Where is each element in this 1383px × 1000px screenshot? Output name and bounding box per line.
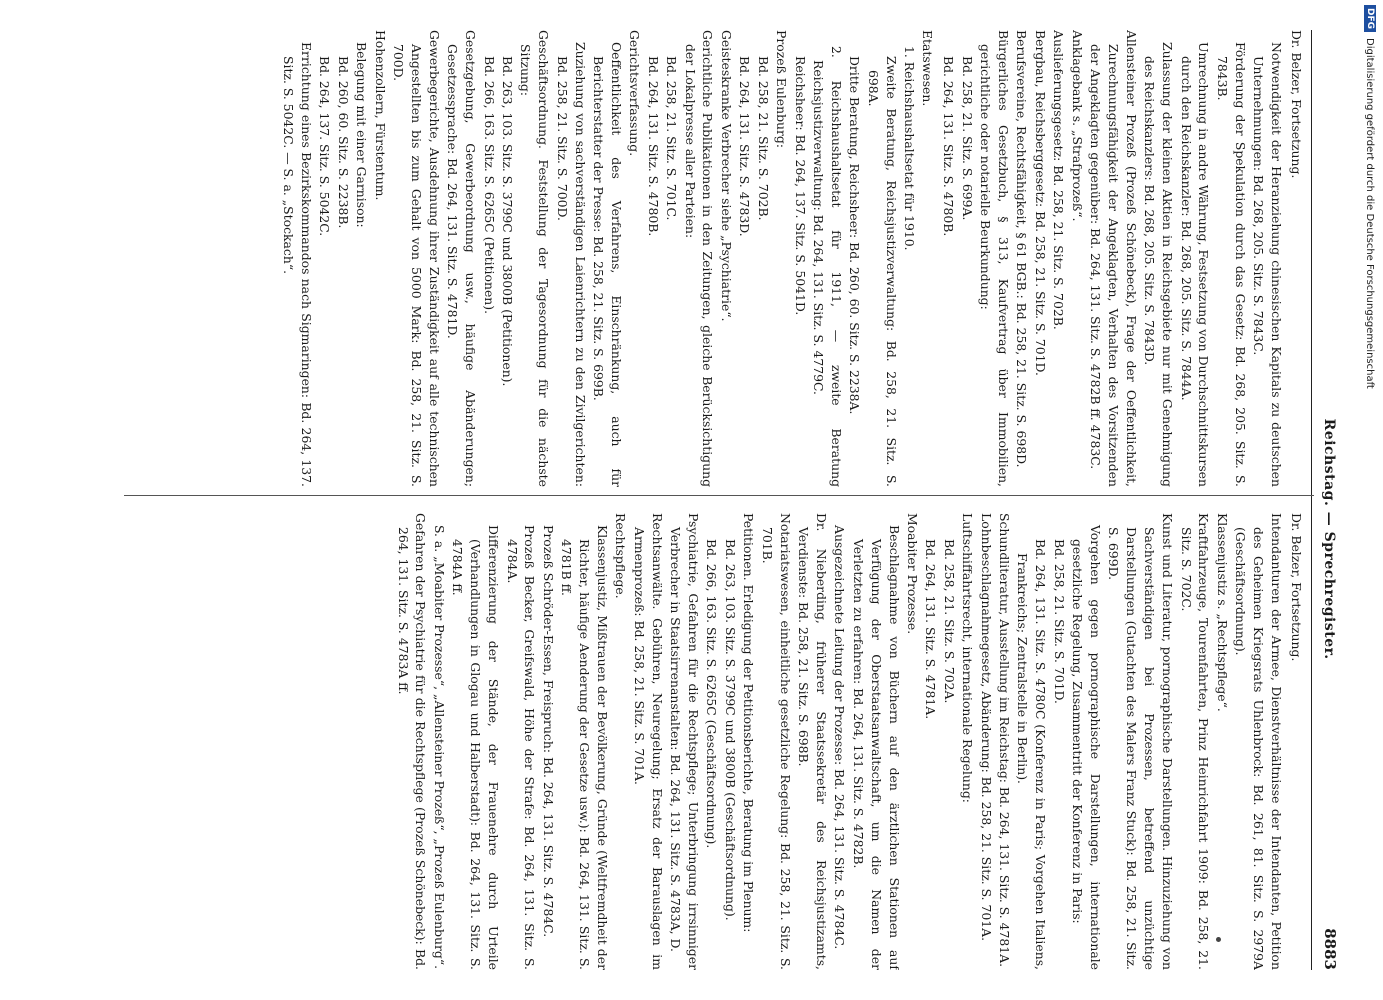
column-divider (124, 495, 1314, 496)
register-entry: Notwendigkeit der Heranziehung chinesischen Kapitals zu deutschen Unternehmungen: Bd. 268, 205. Sitz. S. 7843C. (1251, 42, 1285, 487)
register-entry: Hohenzollern, Fürstentum. (372, 30, 388, 201)
register-entry: Bd. 263, 103. Sitz. S. 3799C und 3800B (Geschäftsordnung). (722, 539, 738, 921)
register-entry: Rechtspflege. (613, 513, 629, 599)
register-entry: Bd. 266, 163. Sitz. S. 6265C (Geschäftsordnung). (704, 539, 720, 849)
running-title: Reichstag. — Sprechregister. (1321, 418, 1337, 660)
register-entry: Zweite Beratung, Reichsjustizverwaltung: Bd. 258, 21. Sitz. S. 698A. (865, 56, 899, 487)
register-entry: Errichtung eines Bezirkskommandos nach Sigmaringen: Bd. 264, 137. Sitz. S. 5042C. — S. a. „Stockach“. (281, 42, 315, 487)
register-entry: Notariatswesen, einheitliche gesetzliche Regelung: Bd. 258, 21. Sitz. S. 701B. (759, 513, 793, 970)
register-entry: Bd. 258, 21. Sitz. S. 702A. (941, 539, 957, 704)
register-entry: 2. Reichshaushaltsetat für 1911, — zweite Beratung Reichsjustizverwaltung: Bd. 264, 131. Sitz. S. 4779C. (810, 46, 844, 487)
register-entry: Gerichtliche Publikationen in den Zeitungen, gleiche Berücksichtigung der Lokalpresse aller Parteien: (682, 30, 716, 487)
register-entry: Bd. 264, 137. Sitz. S. 5042C. (317, 56, 333, 237)
register-entry: Luftschiffahrtsrecht, internationale Regelung: (960, 513, 976, 803)
register-entry: 1. Reichshaushaltsetat für 1910. (901, 46, 917, 251)
register-entry: Umrechnung in andre Währung, Festsetzung von Durchschnittskursen durch den Reichskanzler: Bd. 268, 205. Sitz. S. 7844A. (1178, 42, 1212, 487)
register-entry: Bergbau, Reichsberggesetz: Bd. 258, 21. Sitz. S. 701D. (1032, 30, 1048, 376)
register-entry: Bd. 264, 131. Sitz. S. 4780B. (941, 56, 957, 237)
columns (95, 30, 1305, 970)
register-entry: Geisteskranke Verbrecher siehe „Psychiatrie“. (718, 30, 734, 322)
register-entry: Vorgehen gegen pornographische Darstellungen, internationale gesetzliche Regelung, Zusammentritt der Konferenz in Paris: (1070, 525, 1104, 970)
register-entry: Klassenjustiz, Mißtrauen der Bevölkerung, Gründe (Weltfremdheit der Richter, häufige Aenderung der Gesetze usw.): Bd. 264, 131. Sitz. S. 4781B ff. (559, 525, 611, 970)
register-entry: Petitionen. Erledigung der Petitionsberichte, Beratung im Plenum: (741, 513, 757, 933)
register-entry: Beschlagnahme von Büchern auf den ärztlichen Stationen auf Verfügung der Oberstaatsanwaltschaft, um die Namen der Verletzten zu erfahren: Bd. 264, 131. Sitz. S. 4782B. (850, 525, 902, 970)
register-entry: Bd. 264, 131. Sitz. S. 4780C (Konferenz in Paris; Vorgehen Italiens, Frankreichs; Zentralstelle in Berlin). (1015, 539, 1049, 970)
register-entry: Bd. 264, 131. Sitz. S. 4783D. (737, 56, 753, 237)
register-entry: Psychiatrie, Gefahren für die Rechtspflege; Unterbringung irrsinniger Verbrecher in Staatsirrenanstalten: Bd. 264, 131. Sitz. S. 4783A, D. (668, 513, 702, 970)
page-number: 8883 (1321, 928, 1339, 970)
right-column (95, 513, 1305, 970)
register-entry: Bd. 258, 21. Sitz. S. 702B. (755, 56, 771, 221)
register-entry: Bd. 264, 131. Sitz. S. 4781A. (923, 539, 939, 720)
register-entry: Bd. 258, 21. Sitz. S. 701C. (664, 56, 680, 221)
register-entry: Moabiter Prozesse. (904, 513, 920, 635)
register-entry: Prozeß Eulenburg: (774, 30, 790, 149)
dfg-logo: DFG (1364, 5, 1376, 32)
register-entry: S. a. „Moabiter Prozesse“, „Allensteiner Prozeß“, „Prozeß Eulenburg“. (431, 525, 447, 970)
left-column (95, 30, 1305, 487)
register-entry: Rechtsanwälte. Gebühren, Neuregelung; Ersatz der Barauslagen im Armenprozeß: Bd. 258, 21. Sitz. S. 701A. (631, 513, 665, 970)
register-entry: Bd. 258, 21. Sitz. S. 701D. (1051, 539, 1067, 704)
register-entry: Reichsheer: Bd. 264, 137. Sitz. S. 5041D. (792, 56, 808, 316)
register-entry: Klassenjustiz s. „Rechtspflege“. (1214, 513, 1230, 712)
column-heading: Dr. Belzer, Fortsetzung. (1289, 30, 1304, 179)
register-entry: Intendanturen der Armee, Dienstverhältnisse der Intendanten, Petition des Geheimen Kriegsrats Uhlenbrock: Bd. 261, 81. Sitz. S. 2979A (Geschäftsordnung). (1233, 513, 1285, 970)
register-entry: Gerichtsverfassung. (627, 30, 643, 157)
register-entry: Förderung der Spekulation durch das Gesetz: Bd. 268, 205. Sitz. S. 7843B. (1214, 42, 1248, 487)
register-entry: Gefahren der Psychiatrie für die Rechtspflege (Prozeß Schönebeck): Bd. 264, 131. Sitz. S. 4783A ff. (395, 513, 429, 970)
register-entry: Prozeß Schröder-Essen, Freispruch: Bd. 264, 131. Sitz. S. 4784C. (540, 525, 556, 938)
register-entry: Gewerbegerichte, Ausdehnung ihrer Zuständigkeit auf alle technischen Angestellten bis zum Gehalt von 5000 Mark: Bd. 258, 21. Sitz. S. 700D. (391, 30, 442, 487)
register-entry: Zulassung der kleinen Aktien in Reichsgebiete nur mit Genehmigung des Reichskanzlers: Bd. 268, 205. Sitz. S. 7843D. (1142, 42, 1176, 487)
register-entry: Lohnbeschlagnahmegesetz, Abänderung: Bd. 258, 21. Sitz. S. 701A. (978, 513, 994, 942)
register-entry: Oeffentlichkeit des Verfahrens, Einschränkung, auch für Berichterstatter der Presse: Bd. 258, 21. Sitz. S. 699B. (591, 42, 624, 487)
register-entry: Bd. 263, 103. Sitz. S. 3799C und 3800B (Petitionen). (500, 56, 516, 387)
page-header (1311, 30, 1338, 970)
scan-dot (1216, 937, 1221, 942)
register-entry: Bürgerliches Gesetzbuch, § 313, Kaufvertrag über Immobilien, gerichtliche oder notarielle Beurkundung: (978, 30, 1011, 487)
register-entry: Kunst und Literatur, pornographische Darstellungen. Hinzuziehung von Sachverständigen bei Prozessen, betreffend unzüchtige Darstellungen (Gutachten des Malers Franz Stuck): Bd. 258, 21. Sitz. S. 699D. (1106, 513, 1176, 970)
register-entry: Gesetzgebung, Gewerbeordnung usw., häufige Abänderungen; Gesetzessprache: Bd. 264, 131. Sitz. S. 4781D. (445, 30, 479, 487)
register-entry: Allensteiner Prozeß (Prozeß Schönebeck), Frage der Oeffentlichkeit, Zurechnungsfähigkeit der Angeklagten, Verhalten des Vorsitzenden der Angeklagten gegenüber: Bd. 264, 131. Sitz. S. 4782B ff. 4783C. (1088, 30, 1139, 487)
register-entry: Schundliteratur, Ausstellung im Reichstag: Bd. 264, 131. Sitz. S. 4781A. (997, 513, 1012, 968)
dfg-stamp (1364, 5, 1376, 389)
register-entry: Bd. 266, 163. Sitz. S. 6265C (Petitionen). (481, 56, 497, 315)
register-entry: Etatswesen. (920, 30, 936, 107)
register-entry: Geschäftsordnung. Feststellung der Tagesordnung für die nächste Sitzung: (518, 30, 552, 487)
register-entry: Dritte Beratung, Reichsheer: Bd. 260, 60. Sitz. S. 2238A. (847, 56, 863, 415)
register-entry: Auslieferungsgesetz: Bd. 258, 21. Sitz. S. 702B. (1051, 30, 1067, 330)
register-entry: Kraftfahrzeuge, Tourenfahrten, Prinz Heinrichfahrt 1909: Bd. 258, 21. Sitz. S. 702C. (1178, 513, 1212, 970)
register-entry: Ausgezeichnete Leitung der Prozesse: Bd. 264, 131. Sitz. S. 4784C. (832, 525, 848, 950)
register-entry: Belegung mit einer Garnison: (354, 42, 370, 228)
register-entry: Bd. 264, 131. Sitz. S. 4780B. (645, 56, 661, 237)
register-entry: Bd. 260, 60. Sitz. S. 2238B. (335, 56, 351, 229)
register-entry: Dr. Nieberding, früherer Staatssekretär des Reichsjustizamts, Verdienste: Bd. 258, 21. Sitz. S. 698B. (796, 513, 829, 970)
rotated-register-page (50, 0, 1360, 1000)
register-entry: Anklagebank s. „Strafprozeß“. (1069, 30, 1085, 222)
dfg-stamp-text: Digitalisierung gefördert durch die Deutsche Forschungsgemeinschaft (1364, 38, 1376, 389)
register-entry: Zuziehung von sachverständigen Laienrichtern zu den Zivilgerichten: Bd. 258, 21. Sitz. S. 700D. (554, 42, 588, 487)
register-entry: Differenzierung der Stände, der Frauenehre durch Urteile (Verhandlungen in Glogau und Halberstadt): Bd. 264, 131. Sitz. S. 4784A ff. (450, 525, 502, 970)
register-entry: Berufsvereine, Rechtsfähigkeit, § 61 BGB.: Bd. 258, 21. Sitz. S. 698D. (1014, 30, 1030, 468)
register-entry: Prozeß Becker, Greifswald, Höhe der Strafe: Bd. 264, 131. Sitz. S. 4784A. (504, 525, 538, 970)
column-heading: Dr. Belzer, Fortsetzung. (1289, 513, 1304, 662)
register-entry: Bd. 258, 21. Sitz. S. 699A. (959, 56, 975, 221)
